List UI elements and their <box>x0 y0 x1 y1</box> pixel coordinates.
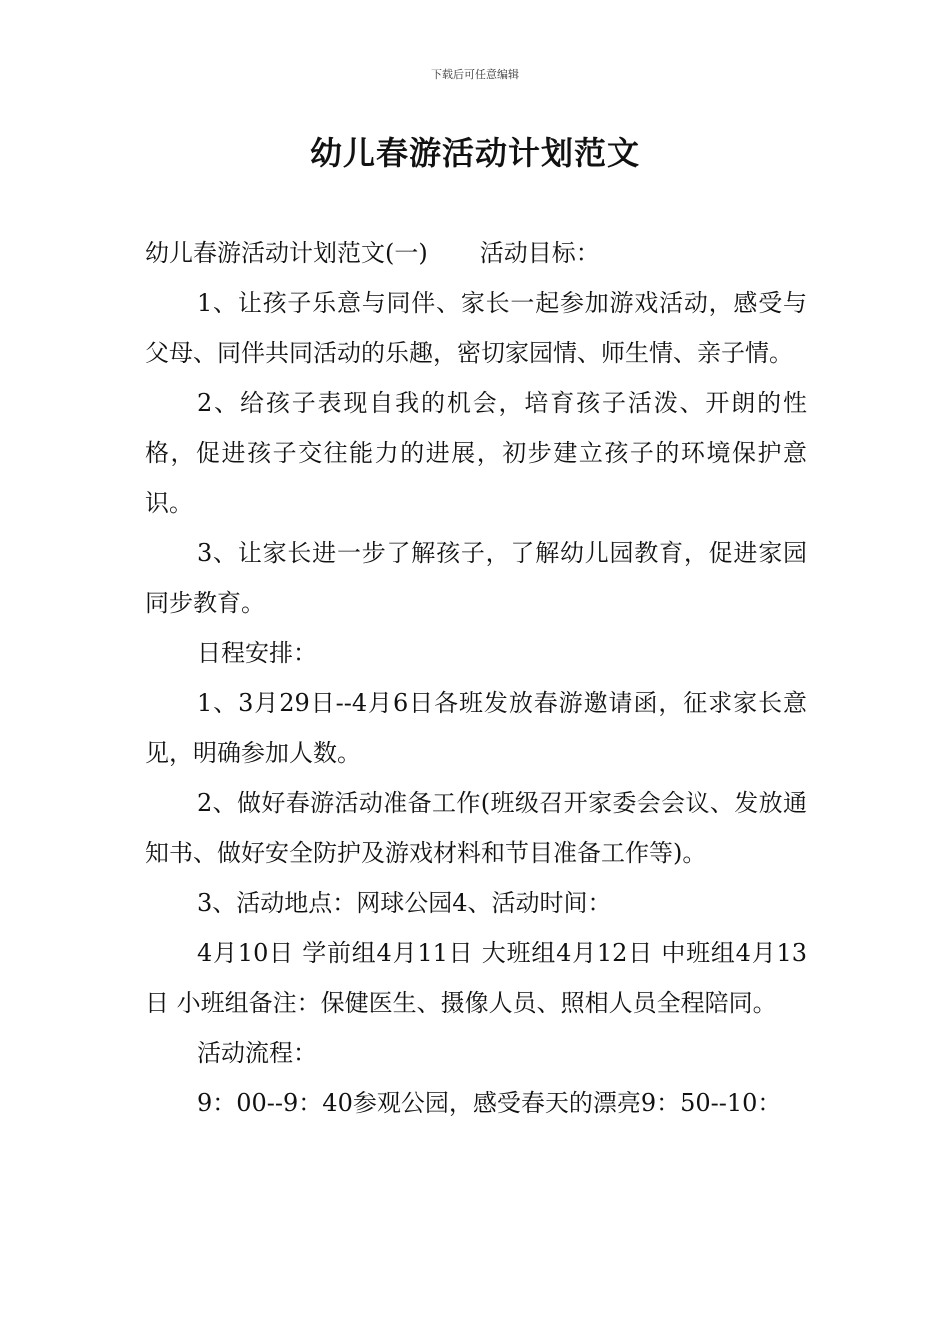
paragraph-schedule-3: 3、活动地点：网球公园4、活动时间： <box>197 889 612 917</box>
paragraph-intro <box>145 228 807 278</box>
paragraph-goal-1: 1、让孩子乐意与同伴、家长一起参加游戏活动，感受与父母、同伴共同活动的乐趣，密切家园情、师生情、亲子情。 <box>145 289 807 367</box>
paragraph-schedule-2: 2、做好春游活动准备工作(班级召开家委会会议、发放通知书、做好安全防护及游戏材料和节目准备工作等)。 <box>145 789 807 867</box>
paragraph-schedule-1: 1、3月29日--4月6日各班发放春游邀请函，征求家长意见，明确参加人数。 <box>145 689 807 767</box>
document-body <box>145 228 807 1128</box>
subheading-goals: 活动目标： <box>479 239 600 267</box>
paragraph-goal-2: 2、给孩子表现自我的机会，培育孩子活泼、开朗的性格，促进孩子交往能力的进展，初步建立孩子的环境保护意识。 <box>145 389 807 517</box>
paragraph-dates: 4月10日 学前组4月11日 大班组4月12日 中班组4月13日 小班组备注：保健医生、摄像人员、照相人员全程陪同。 <box>145 939 807 1017</box>
paragraph-schedule-heading: 日程安排： <box>197 639 317 667</box>
paragraph-goal-3: 3、让家长进一步了解孩子，了解幼儿园教育，促进家园同步教育。 <box>145 539 807 617</box>
paragraph-flow-heading: 活动流程： <box>197 1039 317 1067</box>
header-note: 下载后可任意编辑 <box>431 68 519 81</box>
paragraph-flow-1: 9：00--9：40参观公园，感受春天的漂亮9：50--10： <box>197 1089 782 1117</box>
document-title: 幼儿春游活动计划范文 <box>309 134 640 172</box>
section-heading: 幼儿春游活动计划范文(一) <box>145 239 428 267</box>
